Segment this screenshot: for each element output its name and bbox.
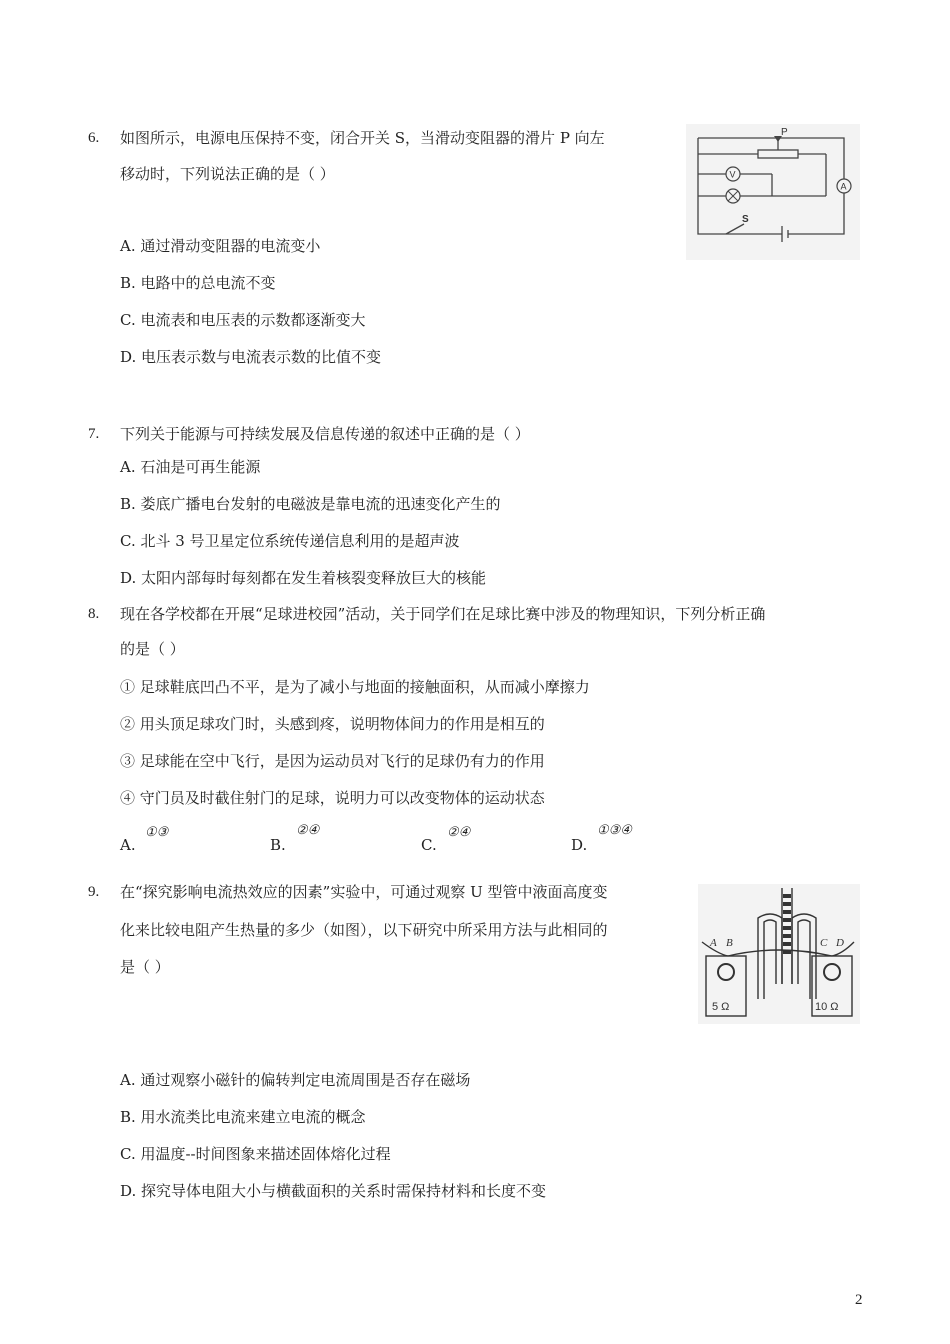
label-a: A xyxy=(710,937,717,949)
resistor-10-label: 10 Ω xyxy=(815,1001,839,1013)
resistor-coil-left-icon xyxy=(718,964,734,980)
q7-number: 7. xyxy=(88,426,100,442)
resistor-5-label: 5 Ω xyxy=(712,1001,730,1013)
label-a: A xyxy=(840,181,847,192)
q8-choice-b-letter: B. xyxy=(270,836,286,854)
q8-statement-4: ④ 守门员及时截住射门的足球，说明力可以改变物体的运动状态 xyxy=(120,789,545,807)
q9-option-d: D. 探究导体电阻大小与横截面积的关系时需保持材料和长度不变 xyxy=(120,1182,547,1200)
q8-stem-line2: 的是（ ） xyxy=(120,640,185,658)
q8-number: 8. xyxy=(88,606,100,622)
q8-choice-c-letter: C. xyxy=(421,836,437,854)
label-c: C xyxy=(820,937,828,949)
q9-option-a: A. 通过观察小磁针的偏转判定电流周围是否存在磁场 xyxy=(120,1071,471,1089)
q9-option-b: B. 用水流类比电流来建立电流的概念 xyxy=(120,1108,366,1126)
q9-stem-line3: 是（ ） xyxy=(120,958,170,976)
q7-option-c: C. 北斗 3 号卫星定位系统传递信息利用的是超声波 xyxy=(120,532,460,550)
q8-choice-b-value: ②④ xyxy=(296,823,320,838)
label-d: D xyxy=(836,937,844,949)
q8-statement-1: ① 足球鞋底凹凸不平，是为了减小与地面的接触面积，从而减小摩擦力 xyxy=(120,678,590,696)
q7-stem: 下列关于能源与可持续发展及信息传递的叙述中正确的是（ ） xyxy=(120,425,530,443)
q8-choice-a-letter: A. xyxy=(120,836,136,854)
q6-option-d: D. 电压表示数与电流表示数的比值不变 xyxy=(120,348,382,366)
q8-stem-line1: 现在各学校都在开展“足球进校园”活动，关于同学们在足球比赛中涉及的物理知识，下列分析正确 xyxy=(120,605,766,623)
circuit-diagram xyxy=(686,124,860,260)
q8-choice-d-letter: D. xyxy=(571,836,588,854)
q6-option-b: B. 电路中的总电流不变 xyxy=(120,274,276,292)
label-p: P xyxy=(781,127,788,138)
label-v: V xyxy=(729,169,736,180)
q9-experiment-figure xyxy=(698,884,860,1024)
q9-number: 9. xyxy=(88,884,100,900)
q7-option-d: D. 太阳内部每时每刻都在发生着核裂变释放巨大的核能 xyxy=(120,569,487,587)
q6-option-c: C. 电流表和电压表的示数都逐渐变大 xyxy=(120,311,366,329)
u-tube-diagram xyxy=(698,884,860,1024)
q8-choice-c-value: ②④ xyxy=(447,825,471,840)
q6-stem-line2: 移动时，下列说法正确的是（ ） xyxy=(120,165,335,183)
resistor-coil-right-icon xyxy=(824,964,840,980)
label-s: S xyxy=(742,214,749,225)
page-number: 2 xyxy=(855,1292,863,1308)
q6-stem-line1: 如图所示，电源电压保持不变，闭合开关 S，当滑动变阻器的滑片 P 向左 xyxy=(120,129,605,147)
q6-circuit-figure xyxy=(686,124,860,260)
q7-option-b: B. 娄底广播电台发射的电磁波是靠电流的迅速变化产生的 xyxy=(120,495,501,513)
q9-stem-line1: 在“探究影响电流热效应的因素”实验中，可通过观察 U 型管中液面高度变 xyxy=(120,883,608,901)
rheostat-icon xyxy=(758,150,798,158)
q9-stem-line2: 化来比较电阻产生热量的多少（如图），以下研究中所采用方法与此相同的 xyxy=(120,921,608,939)
q9-option-c: C. 用温度--时间图象来描述固体熔化过程 xyxy=(120,1145,391,1163)
q8-statement-3: ③ 足球能在空中飞行，是因为运动员对飞行的足球仍有力的作用 xyxy=(120,752,545,770)
q7-option-a: A. 石油是可再生能源 xyxy=(120,458,261,476)
q8-choice-d-value: ①③④ xyxy=(597,823,632,838)
q6-option-a: A. 通过滑动变阻器的电流变小 xyxy=(120,237,321,255)
q8-choice-a-value: ①③ xyxy=(145,825,169,840)
label-b: B xyxy=(726,937,733,949)
q8-statement-2: ② 用头顶足球攻门时，头感到疼，说明物体间力的作用是相互的 xyxy=(120,715,545,733)
q6-number: 6. xyxy=(88,130,100,146)
